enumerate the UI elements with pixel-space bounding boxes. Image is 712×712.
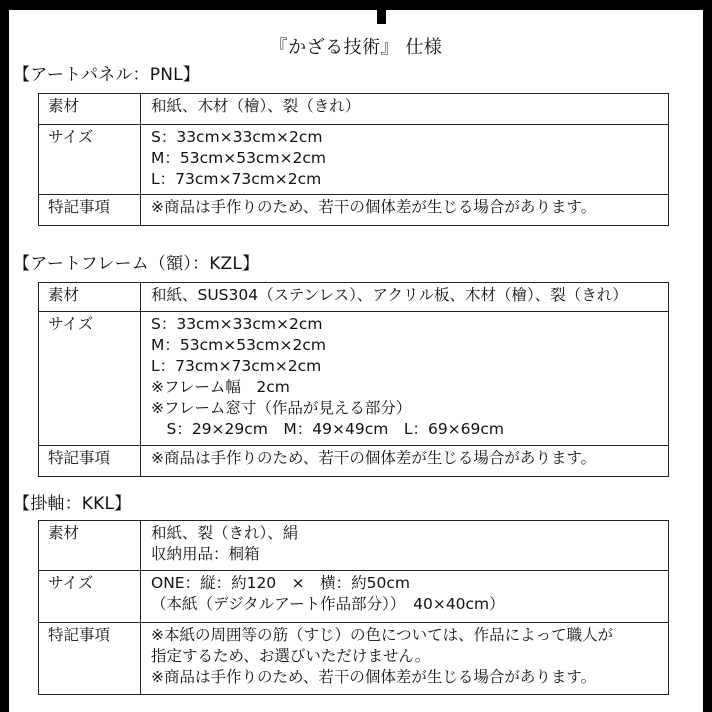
spec-table-panel [38,93,669,226]
value-line: ※商品は手作りのため、若干の個体差が生じる場合があります。 [151,198,597,216]
value-line: S：33cm×33cm×2cm [151,128,323,146]
value-line: ※フレーム窓寸（作品が見える部分） [151,399,412,417]
row-label: サイズ [39,125,141,195]
row-value [141,521,669,571]
row-label: サイズ [39,571,141,623]
value-line: 指定するため、お選びいただけません。 [151,647,431,665]
value-line: ONE：縦：約120 × 横：約50cm [151,574,411,592]
frame-top-border [0,0,712,10]
row-value [141,446,669,477]
frame-left-border [0,0,9,712]
section-heading-frame: 【アートフレーム（額）：KZL】 [13,254,260,274]
row-value [141,571,669,623]
row-label: 特記事項 [39,446,141,477]
value-line: 和紙、裂（きれ）、絹 [151,524,299,542]
value-line: M：53cm×53cm×2cm [151,149,327,167]
row-label: 特記事項 [39,195,141,226]
row-value [141,125,669,195]
value-line: L：73cm×73cm×2cm [151,170,322,188]
table-row [39,623,669,695]
row-label: 素材 [39,94,141,125]
value-line: ※フレーム幅 2cm [151,378,290,396]
section-heading-scroll: 【掛軸：KKL】 [13,494,132,514]
table-row [39,312,669,446]
value-line: ※商品は手作りのため、若干の個体差が生じる場合があります。 [151,668,597,686]
table-row [39,521,669,571]
table-row [39,446,669,477]
value-line: S：33cm×33cm×2cm [151,315,323,333]
section-heading-panel: 【アートパネル：PNL】 [13,65,200,85]
page-title: 『かざる技術』 仕様 [269,37,443,58]
value-line: ※商品は手作りのため、若干の個体差が生じる場合があります。 [151,449,597,467]
row-label: 特記事項 [39,623,141,695]
value-line: 和紙、SUS304（ステンレス）、アクリル板、木材（檜）、裂（きれ） [151,286,628,304]
value-line: S：29×29cm M：49×49cm L：69×69cm [151,420,505,438]
table-row [39,571,669,623]
table-row [39,283,669,312]
row-value [141,94,669,125]
row-value [141,623,669,695]
row-label: 素材 [39,521,141,571]
value-line: L：73cm×73cm×2cm [151,357,322,375]
row-label: サイズ [39,312,141,446]
value-line: ※本紙の周囲等の筋（すじ）の色については、作品によって職人が [151,626,614,644]
row-label: 素材 [39,283,141,312]
row-value [141,283,669,312]
value-line: 収納用品：桐箱 [151,545,260,563]
spec-table-scroll [38,520,669,695]
spec-table-frame [38,282,669,477]
table-row [39,94,669,125]
value-line: 和紙、木材（檜）、裂（きれ） [151,97,361,115]
row-value [141,312,669,446]
table-row [39,195,669,226]
frame-right-border [703,0,712,712]
frame-notch [377,0,386,24]
table-row [39,125,669,195]
value-line: M：53cm×53cm×2cm [151,336,327,354]
row-value [141,195,669,226]
value-line: （本紙（デジタルアート作品部分）） 40×40cm） [151,595,505,613]
